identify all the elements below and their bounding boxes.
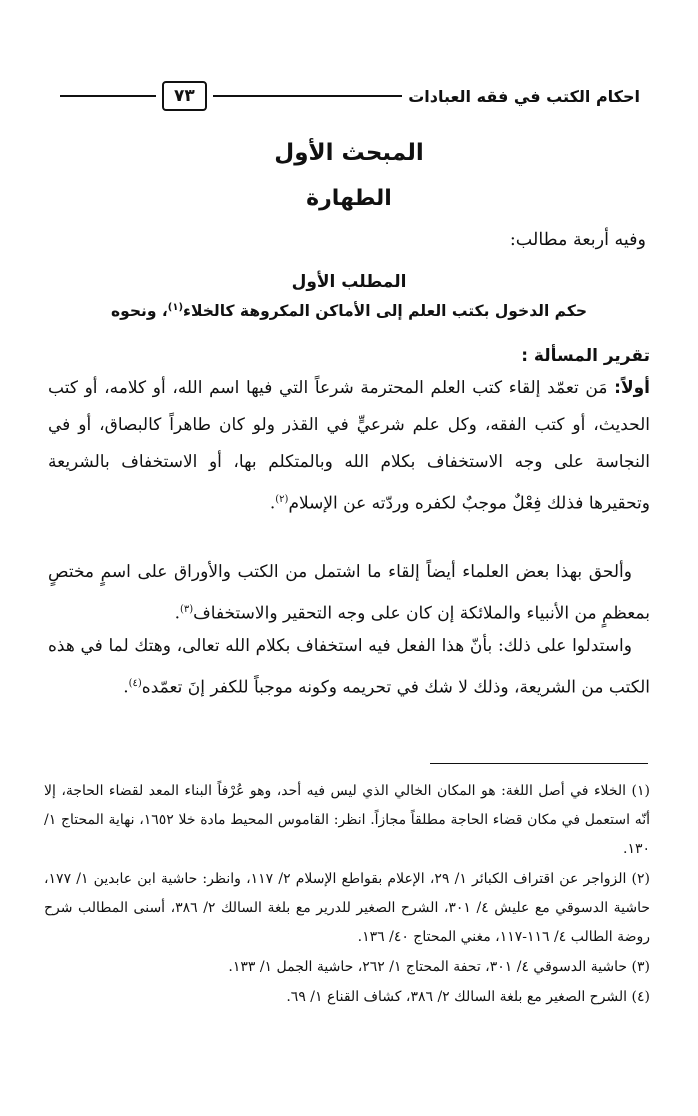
ruling-title: حكم الدخول بكتب العلم إلى الأماكن المكروهة كالخلاء bbox=[183, 302, 588, 321]
footnote-text: حاشية الدسوقي ٤/ ٣٠١، تحفة المحتاج ١/ ٢٦٢، حاشية الجمل ١/ ١٣٣. bbox=[228, 959, 628, 975]
footnote-divider bbox=[430, 763, 648, 764]
footnote bbox=[44, 865, 650, 952]
footnote bbox=[44, 953, 650, 982]
header-rule-right bbox=[60, 95, 156, 97]
paragraph-lead: أولاً: bbox=[614, 378, 650, 398]
footnote-number: (٤) bbox=[631, 989, 650, 1005]
footnote-ref: (٢) bbox=[275, 494, 289, 505]
footnote-number: (٢) bbox=[631, 871, 651, 887]
paragraph-text: مَن تعمّد إلقاء كتب العلم المحترمة شرعاً التي فيها اسم الله، أو كلامه، أو كتب الحديث، أو كتب الفقه، وكل علم شرعيٍّ في القذر ولو كان طاهراً كالبصاق، أو في النجاسة على وجه الاستخفاف بكلام الله وبالمتكلم بها، أو الاستخفاف بالشريعة وتحقيرها فذلك فِعْلٌ موجبٌ لكفره وردّته عن الإسلام bbox=[48, 378, 650, 514]
footnote-ref: (٤) bbox=[128, 678, 142, 689]
taqrir-label: تقرير المسألة : bbox=[521, 346, 650, 366]
section-heading: المطلب الأول bbox=[291, 272, 407, 292]
paragraph-text: وألحق بهذا بعض العلماء أيضاً إلقاء ما اشتمل من الكتب والأوراق على اسمٍ مختصٍ بمعظمٍ من الأنبياء والملائكة إن كان على وجه التحقير والاستخفاف bbox=[48, 562, 650, 624]
paragraph-first: أولاً: مَن تعمّد إلقاء كتب العلم المحترمة شرعاً التي فيها اسم الله، أو كلامه، أو كتب الحديث، أو كتب الفقه، وكل علم شرعيٍّ في القذر ولو كان طاهراً كالبصاق، أو في النجاسة على وجه الاستخفاف بكلام الله وبالمتكلم بها، أو الاستخفاف بالشريعة وتحقيرها فذلك فِعْلٌ موجبٌ لكفره وردّته عن الإسلام$^{(٢)}$. bbox=[48, 378, 650, 514]
ruling-tail: ، ونحوه bbox=[110, 302, 168, 321]
topic-heading: الطهارة bbox=[306, 186, 392, 211]
running-header bbox=[60, 78, 640, 114]
footnote bbox=[44, 777, 650, 864]
footnote-ref: (١) bbox=[167, 302, 184, 313]
ruling-heading bbox=[0, 302, 698, 320]
footnote-text: الخلاء في أصل اللغة: هو المكان الخالي الذي ليس فيه أحد، وهو عُرْفاً البناء المعد لقضاء الحاجة، إلا أنّه استعمل في مكان قضاء الحاجة مطلقاً مجازاً. انظر: القاموس المحيط مادة خلا ١٦٥٢، نهاية المحتاج ١/ ١٣٠. bbox=[44, 783, 650, 857]
page-number: ٧٣ bbox=[162, 81, 207, 111]
book-title: احكام الكتب في فقه العبادات bbox=[408, 86, 640, 106]
footnote-text: الشرح الصغير مع بلغة السالك ٢/ ٣٨٦، كشاف القناع ١/ ٦٩. bbox=[286, 989, 628, 1005]
paragraph-second: وألحق بهذا بعض العلماء أيضاً إلقاء ما اشتمل من الكتب والأوراق على اسمٍ مختصٍ بمعظمٍ من الأنبياء والملائكة إن كان على وجه التحقير والاستخفاف$^{(٣)}$. bbox=[48, 562, 650, 624]
footnote-ref: (٣) bbox=[179, 604, 194, 615]
intro-line: وفيه أربعة مطالب: bbox=[509, 230, 646, 250]
footnotes bbox=[44, 777, 650, 1013]
footnote-number: (١) bbox=[631, 783, 650, 799]
paragraph-third: واستدلوا على ذلك: بأنّ هذا الفعل فيه استخفاف بكلام الله تعالى، وهتك لما في هذه الكتب من الشريعة، وذلك لا شك في تحريمه وكونه موجباً للكفر إنَ تعمّده$^{(٤)}$. bbox=[48, 636, 650, 698]
footnote-text: الزواجر عن اقتراف الكبائر ١/ ٢٩، الإعلام بقواطع الإسلام ٢/ ١١٧، وانظر: حاشية ابن عابدين ١/ ١٧٧، حاشية الدسوقي مع عليش ٤/ ٣٠١، الشرح الصغير للدرير مع بلغة السالك ٢/ ٣٨٦، أسنى المطالب شرح روضة الطالب ٤/ ١١٦-١١٧، مغني المحتاج ٤٠/ ١٣٦. bbox=[44, 871, 651, 945]
footnote-number: (٣) bbox=[631, 959, 650, 975]
paragraph-text: واستدلوا على ذلك: بأنّ هذا الفعل فيه استخفاف بكلام الله تعالى، وهتك لما في هذه الكتب من الشريعة، وذلك لا شك في تحريمه وكونه موجباً للكفر إنَ تعمّده bbox=[48, 636, 650, 698]
chapter-heading: المبحث الأول bbox=[274, 140, 424, 166]
header-rule-left bbox=[213, 95, 402, 97]
footnote bbox=[44, 983, 650, 1012]
